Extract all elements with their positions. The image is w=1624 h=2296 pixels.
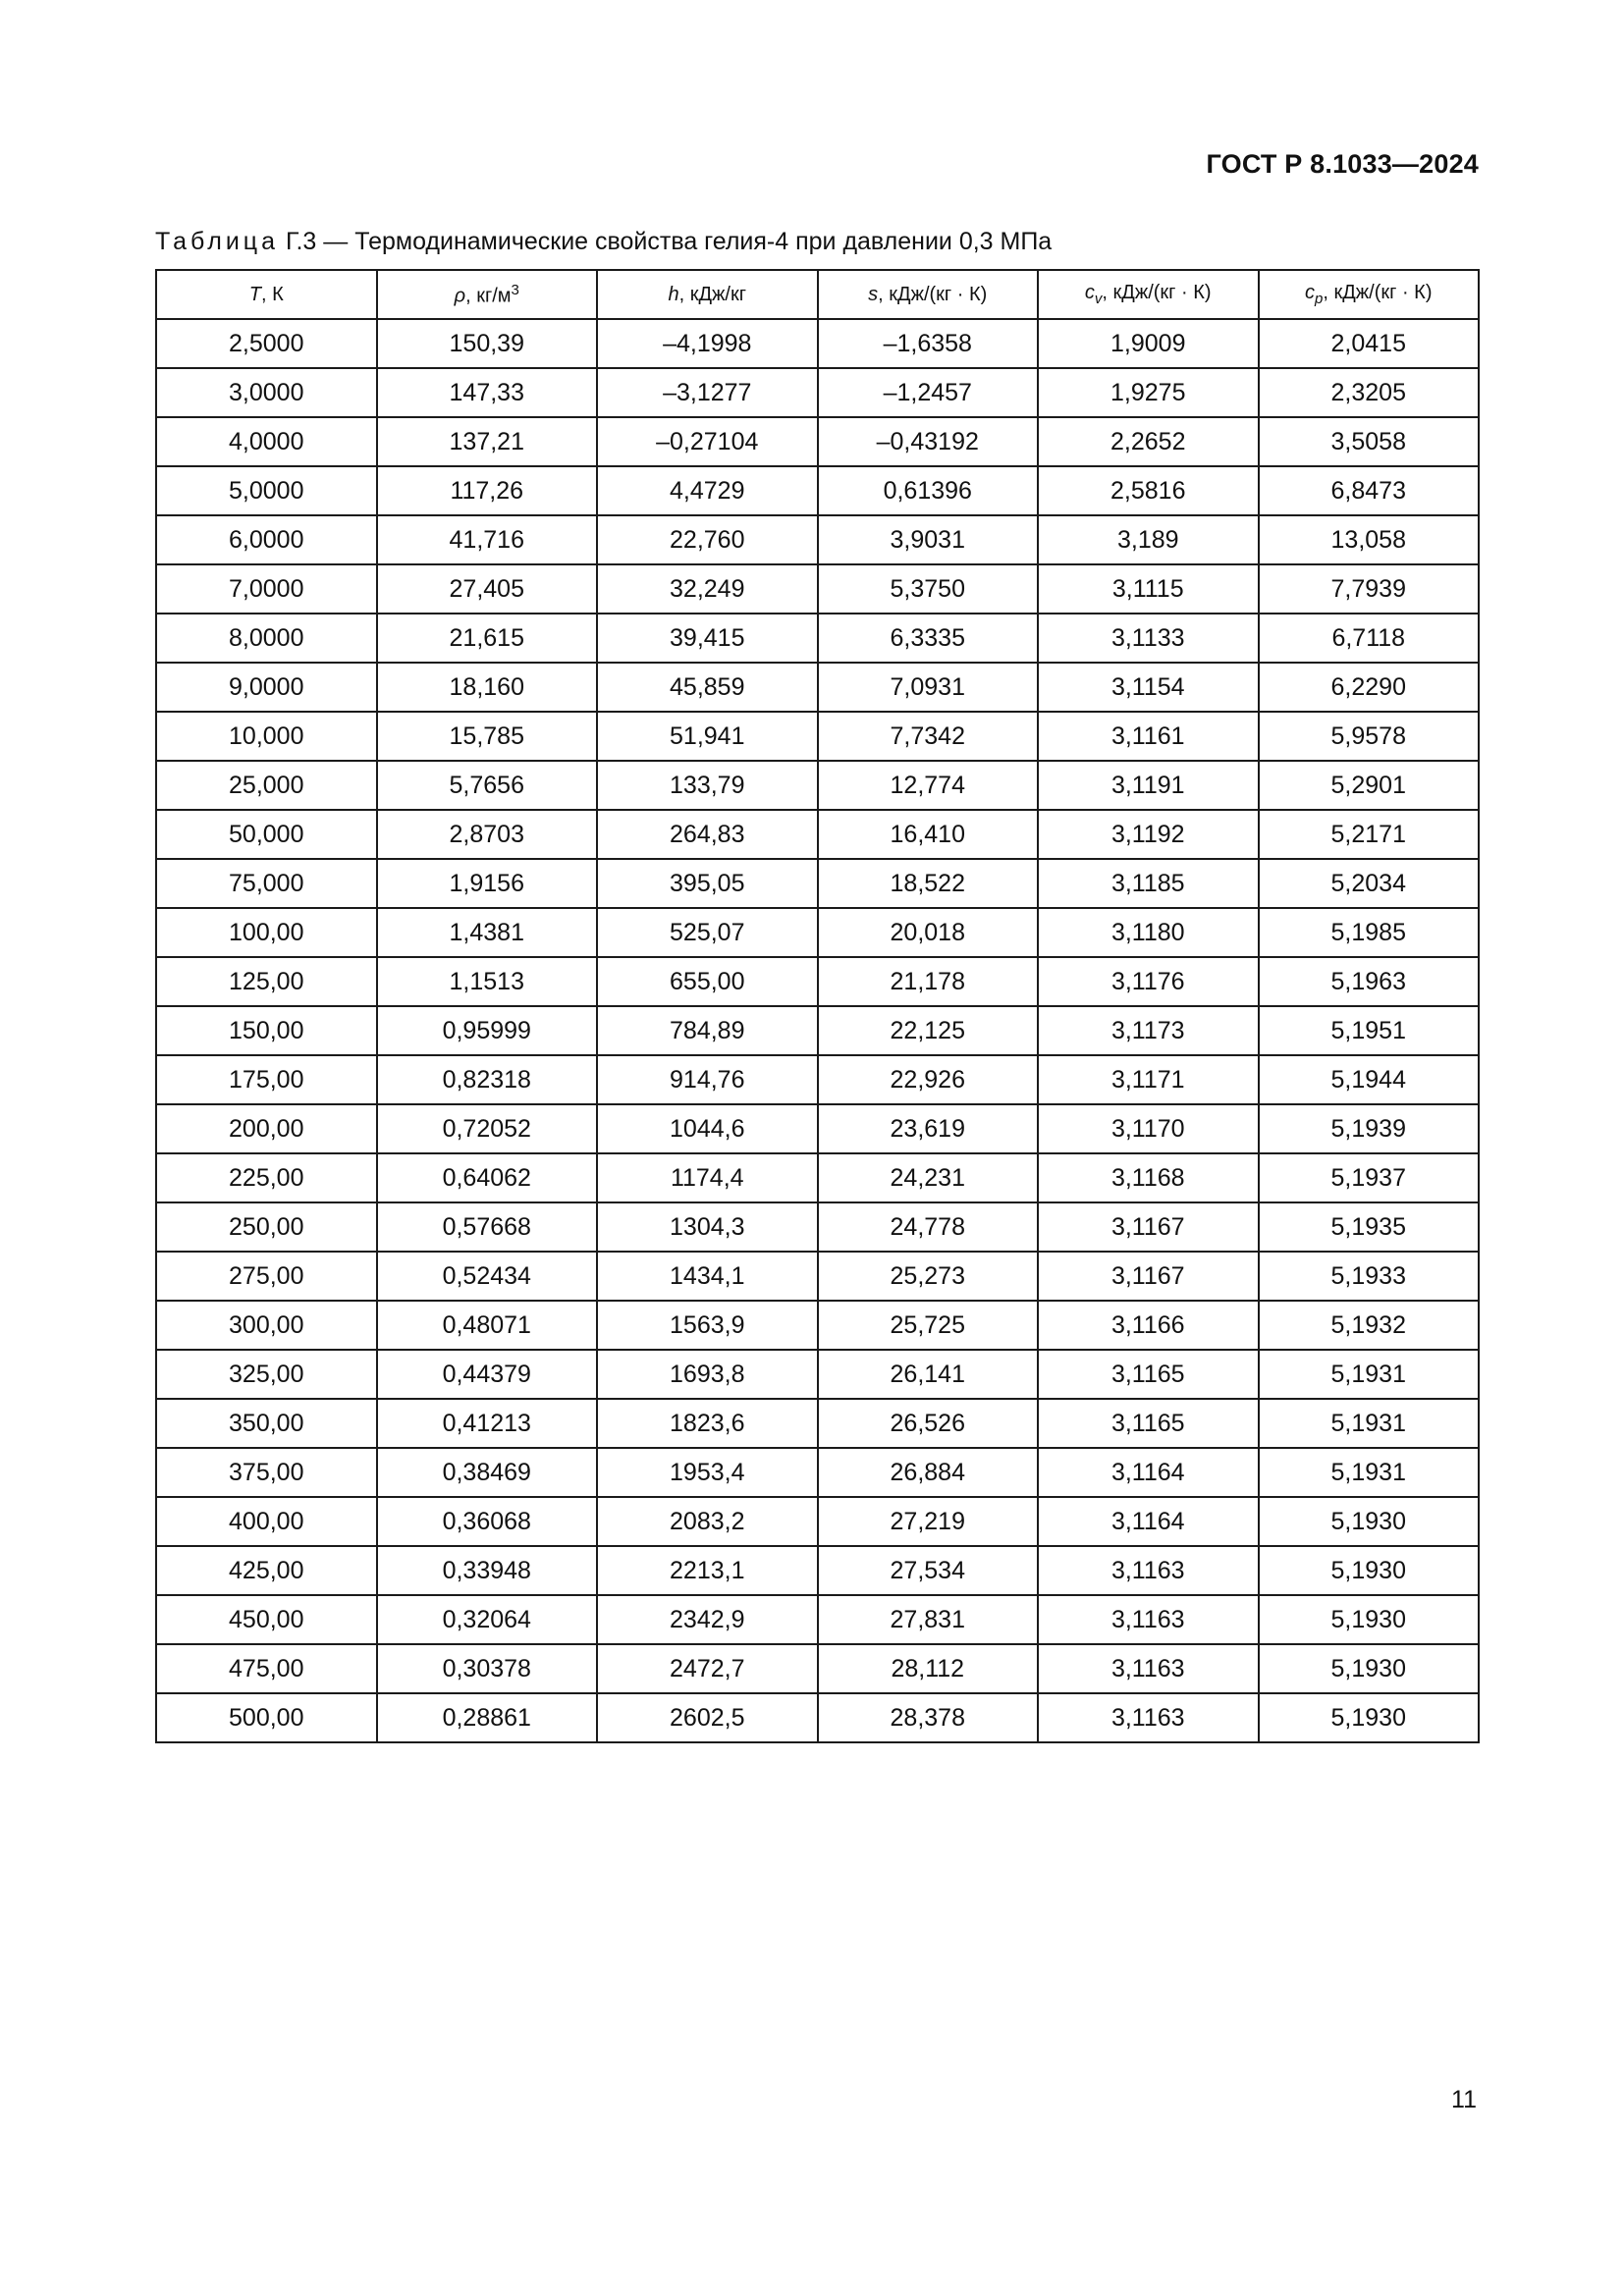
- table-cell: 1304,3: [597, 1202, 818, 1252]
- table-cell: 3,5058: [1259, 417, 1480, 466]
- table-cell: 41,716: [377, 515, 598, 564]
- column-superscript: 3: [511, 281, 519, 298]
- table-cell: 3,1165: [1038, 1350, 1259, 1399]
- table-cell: 0,95999: [377, 1006, 598, 1055]
- table-cell: 3,0000: [156, 368, 377, 417]
- table-cell: 1,1513: [377, 957, 598, 1006]
- table-cell: 0,33948: [377, 1546, 598, 1595]
- table-cell: 10,000: [156, 712, 377, 761]
- table-cell: 475,00: [156, 1644, 377, 1693]
- table-cell: 3,1163: [1038, 1546, 1259, 1595]
- table-cell: 147,33: [377, 368, 598, 417]
- table-cell: 500,00: [156, 1693, 377, 1742]
- table-cell: 3,1166: [1038, 1301, 1259, 1350]
- table-row: [156, 1006, 1479, 1055]
- table-cell: 6,7118: [1259, 614, 1480, 663]
- table-cell: 2342,9: [597, 1595, 818, 1644]
- table-cell: 5,1930: [1259, 1595, 1480, 1644]
- table-cell: 25,000: [156, 761, 377, 810]
- column-symbol: c: [1305, 282, 1315, 303]
- table-cell: 400,00: [156, 1497, 377, 1546]
- table-cell: 0,72052: [377, 1104, 598, 1153]
- table-cell: 21,178: [818, 957, 1039, 1006]
- table-cell: 0,48071: [377, 1301, 598, 1350]
- column-unit: , кДж/(кг · К): [878, 283, 988, 305]
- table-cell: 3,1163: [1038, 1644, 1259, 1693]
- table-cell: 21,615: [377, 614, 598, 663]
- column-unit: , кДж/(кг · К): [1323, 282, 1433, 303]
- table-cell: 5,1963: [1259, 957, 1480, 1006]
- table-cell: 20,018: [818, 908, 1039, 957]
- column-header-temperature: [156, 270, 377, 319]
- column-header-heat-capacity-v: [1038, 270, 1259, 319]
- column-symbol: s: [868, 283, 879, 305]
- helium-properties-table: [155, 269, 1480, 1743]
- table-cell: –1,6358: [818, 319, 1039, 368]
- table-cell: 3,1167: [1038, 1202, 1259, 1252]
- table-cell: 350,00: [156, 1399, 377, 1448]
- column-header-heat-capacity-p: [1259, 270, 1480, 319]
- table-cell: 1434,1: [597, 1252, 818, 1301]
- table-cell: 225,00: [156, 1153, 377, 1202]
- table-cell: 2602,5: [597, 1693, 818, 1742]
- table-row: [156, 1350, 1479, 1399]
- table-cell: 3,1161: [1038, 712, 1259, 761]
- table-row: [156, 564, 1479, 614]
- table-row: [156, 712, 1479, 761]
- table-cell: 125,00: [156, 957, 377, 1006]
- table-cell: 7,0931: [818, 663, 1039, 712]
- table-cell: 175,00: [156, 1055, 377, 1104]
- table-cell: 5,0000: [156, 466, 377, 515]
- table-cell: 1563,9: [597, 1301, 818, 1350]
- table-cell: 2,0415: [1259, 319, 1480, 368]
- table-cell: 1174,4: [597, 1153, 818, 1202]
- table-cell: 1,4381: [377, 908, 598, 957]
- table-cell: 5,7656: [377, 761, 598, 810]
- table-cell: 24,778: [818, 1202, 1039, 1252]
- column-symbol: ρ: [454, 285, 466, 307]
- table-row: [156, 859, 1479, 908]
- table-cell: 5,1933: [1259, 1252, 1480, 1301]
- table-cell: 1,9156: [377, 859, 598, 908]
- table-cell: 25,273: [818, 1252, 1039, 1301]
- table-cell: 5,2901: [1259, 761, 1480, 810]
- table-cell: 117,26: [377, 466, 598, 515]
- table-row: [156, 1104, 1479, 1153]
- table-cell: 3,1168: [1038, 1153, 1259, 1202]
- table-cell: 16,410: [818, 810, 1039, 859]
- table-cell: 133,79: [597, 761, 818, 810]
- table-cell: 25,725: [818, 1301, 1039, 1350]
- table-cell: 2,8703: [377, 810, 598, 859]
- table-row: [156, 614, 1479, 663]
- column-unit: , кДж/(кг · К): [1102, 282, 1212, 303]
- table-cell: 395,05: [597, 859, 818, 908]
- table-cell: –4,1998: [597, 319, 818, 368]
- table-cell: 450,00: [156, 1595, 377, 1644]
- table-cell: 325,00: [156, 1350, 377, 1399]
- table-cell: 2472,7: [597, 1644, 818, 1693]
- table-cell: 0,38469: [377, 1448, 598, 1497]
- table-cell: 0,36068: [377, 1497, 598, 1546]
- table-cell: 2213,1: [597, 1546, 818, 1595]
- table-cell: 5,1951: [1259, 1006, 1480, 1055]
- column-subscript: p: [1315, 291, 1324, 307]
- table-cell: 27,831: [818, 1595, 1039, 1644]
- table-row: [156, 1448, 1479, 1497]
- table-cell: 28,378: [818, 1693, 1039, 1742]
- table-cell: 0,64062: [377, 1153, 598, 1202]
- table-cell: 250,00: [156, 1202, 377, 1252]
- table-cell: 784,89: [597, 1006, 818, 1055]
- table-cell: 3,1170: [1038, 1104, 1259, 1153]
- table-cell: –0,27104: [597, 417, 818, 466]
- table-cell: 22,926: [818, 1055, 1039, 1104]
- table-row: [156, 1693, 1479, 1742]
- table-cell: 3,1165: [1038, 1399, 1259, 1448]
- table-cell: 27,405: [377, 564, 598, 614]
- table-cell: 9,0000: [156, 663, 377, 712]
- table-cell: 0,52434: [377, 1252, 598, 1301]
- column-symbol: h: [668, 283, 679, 305]
- table-row: [156, 957, 1479, 1006]
- table-cell: 26,526: [818, 1399, 1039, 1448]
- table-cell: 6,0000: [156, 515, 377, 564]
- table-row: [156, 663, 1479, 712]
- table-cell: 3,1164: [1038, 1448, 1259, 1497]
- table-cell: 1,9275: [1038, 368, 1259, 417]
- table-cell: 51,941: [597, 712, 818, 761]
- table-cell: 26,884: [818, 1448, 1039, 1497]
- table-cell: 22,125: [818, 1006, 1039, 1055]
- table-row: [156, 1595, 1479, 1644]
- table-cell: 375,00: [156, 1448, 377, 1497]
- table-cell: 3,9031: [818, 515, 1039, 564]
- column-symbol: T: [248, 283, 261, 305]
- table-cell: 5,1937: [1259, 1153, 1480, 1202]
- table-cell: 0,32064: [377, 1595, 598, 1644]
- table-cell: 3,1192: [1038, 810, 1259, 859]
- table-cell: 22,760: [597, 515, 818, 564]
- table-cell: 3,1163: [1038, 1595, 1259, 1644]
- table-cell: 5,1931: [1259, 1448, 1480, 1497]
- table-cell: 5,2034: [1259, 859, 1480, 908]
- table-cell: 275,00: [156, 1252, 377, 1301]
- table-cell: 200,00: [156, 1104, 377, 1153]
- table-cell: 525,07: [597, 908, 818, 957]
- table-cell: 3,1171: [1038, 1055, 1259, 1104]
- table-cell: 0,28861: [377, 1693, 598, 1742]
- table-cell: 0,41213: [377, 1399, 598, 1448]
- table-cell: –3,1277: [597, 368, 818, 417]
- table-cell: 8,0000: [156, 614, 377, 663]
- table-cell: 914,76: [597, 1055, 818, 1104]
- table-cell: 3,1133: [1038, 614, 1259, 663]
- table-cell: 3,1163: [1038, 1693, 1259, 1742]
- table-cell: 0,57668: [377, 1202, 598, 1252]
- table-cell: 12,774: [818, 761, 1039, 810]
- table-cell: –1,2457: [818, 368, 1039, 417]
- table-cell: 5,1932: [1259, 1301, 1480, 1350]
- table-cell: 5,3750: [818, 564, 1039, 614]
- table-cell: 1,9009: [1038, 319, 1259, 368]
- table-cell: 3,1154: [1038, 663, 1259, 712]
- table-cell: 425,00: [156, 1546, 377, 1595]
- table-cell: 45,859: [597, 663, 818, 712]
- table-row: [156, 319, 1479, 368]
- column-subscript: v: [1094, 291, 1103, 307]
- table-caption: [155, 228, 1052, 256]
- table-cell: 6,3335: [818, 614, 1039, 663]
- table-cell: 26,141: [818, 1350, 1039, 1399]
- table-cell: 3,1164: [1038, 1497, 1259, 1546]
- table-cell: 0,61396: [818, 466, 1039, 515]
- table-cell: 3,1185: [1038, 859, 1259, 908]
- table-cell: 3,1173: [1038, 1006, 1259, 1055]
- table-row: [156, 1546, 1479, 1595]
- table-row: [156, 908, 1479, 957]
- table-cell: 23,619: [818, 1104, 1039, 1153]
- table-cell: 3,1180: [1038, 908, 1259, 957]
- table-cell: 24,231: [818, 1153, 1039, 1202]
- table-cell: 264,83: [597, 810, 818, 859]
- table-cell: 137,21: [377, 417, 598, 466]
- table-cell: 5,1930: [1259, 1497, 1480, 1546]
- table-row: [156, 1301, 1479, 1350]
- table-cell: 5,1935: [1259, 1202, 1480, 1252]
- table-cell: 1044,6: [597, 1104, 818, 1153]
- table-cell: –0,43192: [818, 417, 1039, 466]
- table-cell: 5,1931: [1259, 1399, 1480, 1448]
- table-cell: 1693,8: [597, 1350, 818, 1399]
- table-cell: 32,249: [597, 564, 818, 614]
- table-row: [156, 1399, 1479, 1448]
- table-cell: 300,00: [156, 1301, 377, 1350]
- table-cell: 2,3205: [1259, 368, 1480, 417]
- table-cell: 39,415: [597, 614, 818, 663]
- table-cell: 6,8473: [1259, 466, 1480, 515]
- table-cell: 0,44379: [377, 1350, 598, 1399]
- table-cell: 5,1944: [1259, 1055, 1480, 1104]
- table-cell: 1953,4: [597, 1448, 818, 1497]
- table-cell: 2083,2: [597, 1497, 818, 1546]
- table-row: [156, 368, 1479, 417]
- table-row: [156, 417, 1479, 466]
- column-unit: , К: [260, 283, 284, 305]
- table-cell: 3,189: [1038, 515, 1259, 564]
- table-cell: 4,0000: [156, 417, 377, 466]
- table-cell: 6,2290: [1259, 663, 1480, 712]
- table-body: [156, 319, 1479, 1742]
- table-cell: 18,160: [377, 663, 598, 712]
- table-cell: 3,1115: [1038, 564, 1259, 614]
- table-cell: 5,1930: [1259, 1644, 1480, 1693]
- table-row: [156, 810, 1479, 859]
- column-unit: , кг/м: [465, 285, 512, 307]
- table-cell: 2,5816: [1038, 466, 1259, 515]
- table-row: [156, 466, 1479, 515]
- document-standard-number: ГОСТ Р 8.1033—2024: [1206, 149, 1479, 179]
- table-cell: 5,1985: [1259, 908, 1480, 957]
- table-cell: 27,534: [818, 1546, 1039, 1595]
- table-row: [156, 761, 1479, 810]
- table-header-row: [156, 270, 1479, 319]
- column-header-density: [377, 270, 598, 319]
- column-header-entropy: [818, 270, 1039, 319]
- table-cell: 3,1167: [1038, 1252, 1259, 1301]
- table-cell: 7,0000: [156, 564, 377, 614]
- table-cell: 3,1176: [1038, 957, 1259, 1006]
- table-cell: 5,1930: [1259, 1693, 1480, 1742]
- table-cell: 5,1930: [1259, 1546, 1480, 1595]
- table-cell: 27,219: [818, 1497, 1039, 1546]
- table-cell: 0,82318: [377, 1055, 598, 1104]
- table-cell: 3,1191: [1038, 761, 1259, 810]
- column-symbol: c: [1084, 282, 1095, 303]
- table-row: [156, 1055, 1479, 1104]
- table-cell: 150,00: [156, 1006, 377, 1055]
- table-cell: 5,1939: [1259, 1104, 1480, 1153]
- table-cell: 2,5000: [156, 319, 377, 368]
- table-cell: 150,39: [377, 319, 598, 368]
- column-header-enthalpy: [597, 270, 818, 319]
- table-cell: 7,7342: [818, 712, 1039, 761]
- table-cell: 15,785: [377, 712, 598, 761]
- table-cell: 100,00: [156, 908, 377, 957]
- table-row: [156, 1153, 1479, 1202]
- table-cell: 18,522: [818, 859, 1039, 908]
- table-cell: 13,058: [1259, 515, 1480, 564]
- table-caption-label: Таблица: [155, 228, 280, 255]
- table-cell: 50,000: [156, 810, 377, 859]
- table-row: [156, 1202, 1479, 1252]
- table-cell: 28,112: [818, 1644, 1039, 1693]
- table-cell: 1823,6: [597, 1399, 818, 1448]
- table-cell: 5,9578: [1259, 712, 1480, 761]
- table-cell: 655,00: [597, 957, 818, 1006]
- table-cell: 4,4729: [597, 466, 818, 515]
- table-cell: 5,2171: [1259, 810, 1480, 859]
- page-number: 11: [1451, 2086, 1477, 2113]
- column-unit: , кДж/кг: [678, 283, 746, 305]
- table-cell: 7,7939: [1259, 564, 1480, 614]
- table-row: [156, 515, 1479, 564]
- table-row: [156, 1644, 1479, 1693]
- table-row: [156, 1497, 1479, 1546]
- table-cell: 0,30378: [377, 1644, 598, 1693]
- table-cell: 2,2652: [1038, 417, 1259, 466]
- table-caption-text: Г.3 — Термодинамические свойства гелия-4 при давлении 0,3 МПа: [279, 228, 1053, 255]
- table-row: [156, 1252, 1479, 1301]
- table-cell: 75,000: [156, 859, 377, 908]
- table-cell: 5,1931: [1259, 1350, 1480, 1399]
